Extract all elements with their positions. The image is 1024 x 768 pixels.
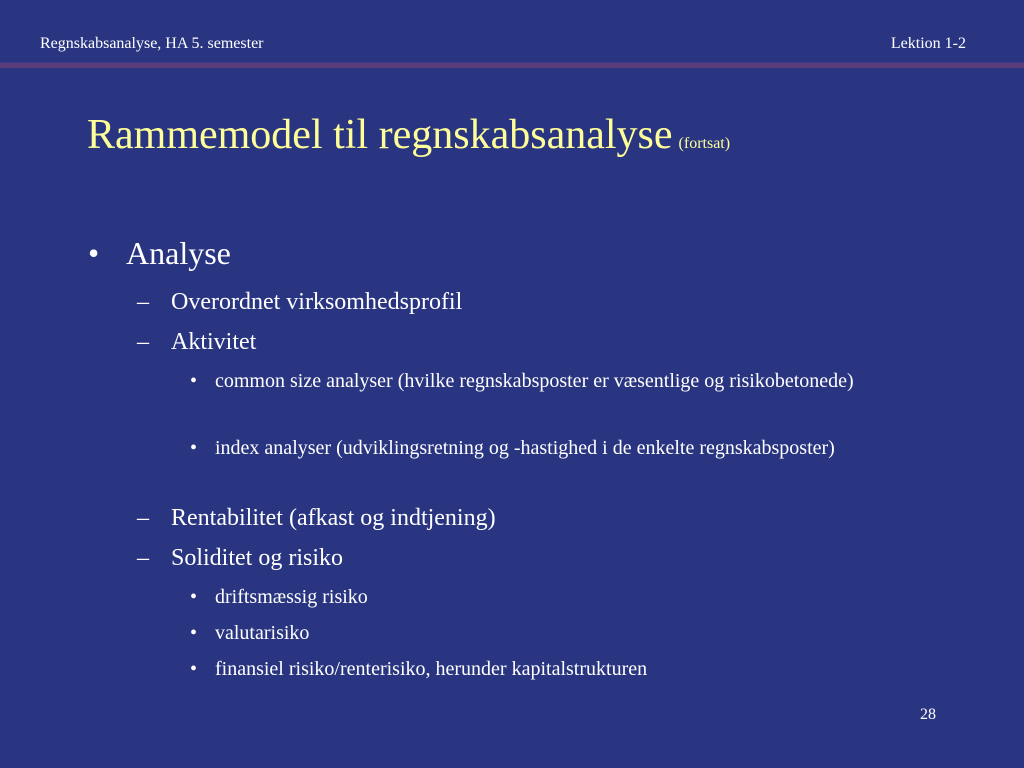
bullet-text: driftsmæssig risiko xyxy=(215,586,368,608)
bullet-level3-valutarisiko xyxy=(190,619,890,648)
bullet-level2-rentabilitet xyxy=(137,503,496,533)
bullet-level2-soliditet xyxy=(137,543,343,573)
bullet-marker: • xyxy=(190,586,198,608)
bullet-level3-common-size xyxy=(190,367,890,396)
bullet-text: Soliditet og risiko xyxy=(171,545,344,571)
bullet-text: Overordnet virksomhedsprofil xyxy=(171,289,463,315)
bullet-marker: • xyxy=(190,658,198,680)
dash-marker: – xyxy=(137,329,149,355)
bullet-level2-virksomhedsprofil xyxy=(137,287,462,317)
bullet-marker: • xyxy=(88,235,100,271)
bullet-level3-finansiel xyxy=(190,655,890,684)
page-number: 28 xyxy=(920,706,936,723)
bullet-text: common size analyser (hvilke regnskabsposter er væsentlige og risikobetonede) xyxy=(215,370,854,392)
slide-title-sub: (fortsat) xyxy=(678,135,731,152)
header-lecture-label: Lektion 1-2 xyxy=(890,35,966,52)
bullet-text: Aktivitet xyxy=(171,329,257,355)
bullet-text: valutarisiko xyxy=(215,622,310,644)
bullet-level3-index xyxy=(190,434,890,463)
bullet-marker: • xyxy=(190,437,198,459)
dash-marker: – xyxy=(137,289,149,315)
header-course-label: Regnskabsanalyse, HA 5. semester xyxy=(40,35,264,52)
bullet-marker: • xyxy=(190,622,198,644)
bullet-level2-aktivitet xyxy=(137,327,256,357)
bullet-level1-analyse xyxy=(88,233,231,273)
bullet-text: Analyse xyxy=(126,235,231,271)
slide-title-main: Rammemodel til regnskabsanalyse xyxy=(87,112,673,158)
bullet-text: index analyser (udviklingsretning og -hastighed i de enkelte regnskabsposter) xyxy=(215,437,835,459)
bullet-text: finansiel risiko/renterisiko, herunder kapitalstrukturen xyxy=(215,658,648,680)
dash-marker: – xyxy=(137,545,149,571)
dash-marker: – xyxy=(137,505,149,531)
bullet-marker: • xyxy=(190,370,198,392)
bullet-level3-driftsmaessig xyxy=(190,583,890,612)
bullet-text: Rentabilitet (afkast og indtjening) xyxy=(171,505,496,531)
